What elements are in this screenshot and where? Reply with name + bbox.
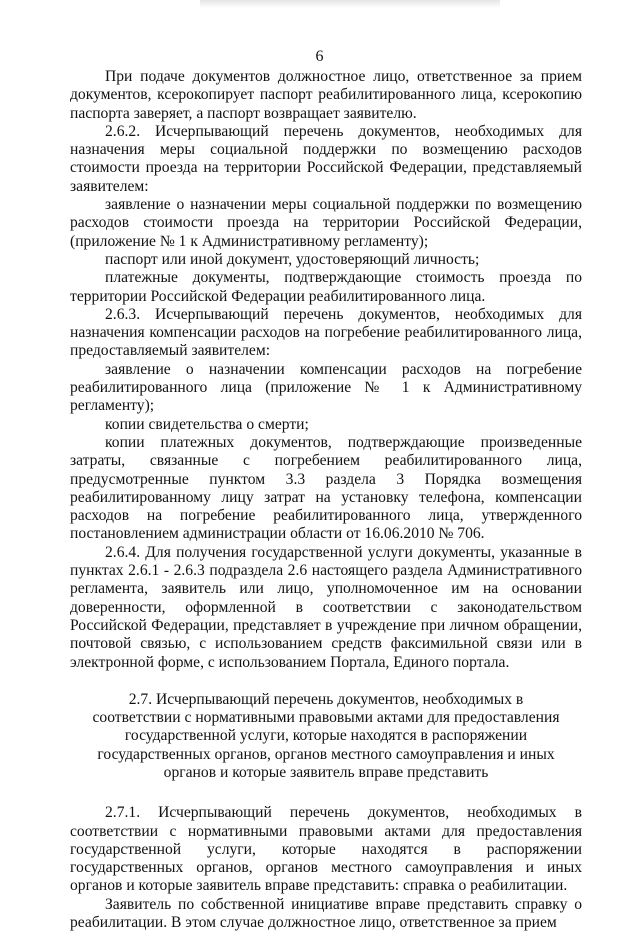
document-body (70, 68, 582, 932)
list-item-payment-documents: платежные документы, подтверждающие стоимость проезда по территории Российской Федерации реабилитированного лица. (70, 269, 582, 305)
paragraph-2-6-2: 2.6.2. Исчерпывающий перечень документов, необходимых для назначения меры социальной поддержки по возмещению расходов стоимости проезда на территории Российской Федерации, представляемый заявителем: (70, 122, 582, 195)
paragraph-2-6-3: 2.6.3. Исчерпывающий перечень документов, необходимых для назначения компенсации расходов на погребение реабилитированного лица, предоставляемый заявителем: (70, 305, 582, 360)
paragraph-passport-copy: При подаче документов должностное лицо, ответственное за прием документов, ксерокопирует паспорт реабилитированного лица, ксерокопию паспорта заверяет, а паспорт возвращает заявителю. (70, 68, 582, 122)
list-item-passport: паспорт или иной документ, удостоверяющий личность; (105, 250, 480, 268)
list-item-burial-payment-copies: копии платежных документов, подтверждающие произведенные затраты, связанные с погребением реабилитированного лица, предусмотренные пунктом 3.3 раздела 3 Порядка возмещения реабилитированному лицу затрат на установку телефона, компенсации расходов на погребение реабилитированного лица, утвержденного постановлением администрации области от 16.06.2010 № 706. (70, 433, 582, 543)
paragraph-2-7-1: 2.7.1. Исчерпывающий перечень документов, необходимых в соответствии с нормативными правовыми актами для предоставления государственной услуги, которые находятся в распоряжении государственных органов, органов местного самоуправления и иных органов и которые заявитель вправе представить: справка о реабилитации. (70, 804, 582, 895)
list-item-travel-application: заявление о назначении меры социальной поддержки по возмещению расходов стоимости проезда на территории Российской Федерации, (приложение № 1 к Административному регламенту); (70, 196, 582, 250)
list-item-burial-application: заявление о назначении компенсации расходов на погребение реабилитированного лица (приложение № 1 к Административному регламенту); (70, 360, 582, 415)
paragraph-2-6-4: 2.6.4. Для получения государственной услуги документы, указанные в пунктах 2.6.1 - 2.6.3 подраздела 2.6 настоящего раздела Административного регламента, заявитель или лицо, уполномоченное им на основании доверенности, оформленной в соответствии с законодательством Российской Федерации, представляет в учреждение при личном обращении, почтовой связью, с использованием средств факсимильной связи или в электронной форме, с использованием Портала, Единого портала. (70, 543, 582, 671)
page-number: 6 (315, 48, 324, 65)
list-item-death-certificate: копии свидетельства о смерти; (105, 415, 309, 433)
scan-edge-shadow (200, 0, 500, 8)
paragraph-own-initiative: Заявитель по собственной инициативе вправе представить справку о реабилитации. В этом случае должностное лицо, ответственное за прием (70, 895, 582, 932)
section-heading-2-7: 2.7. Исчерпывающий перечень документов, необходимых в соответствии с нормативными правовыми актами для предоставления государственной услуги, которые находятся в распоряжении государственных органов, органов местного самоуправления и иных органов и которые заявитель вправе представить (92, 690, 560, 781)
